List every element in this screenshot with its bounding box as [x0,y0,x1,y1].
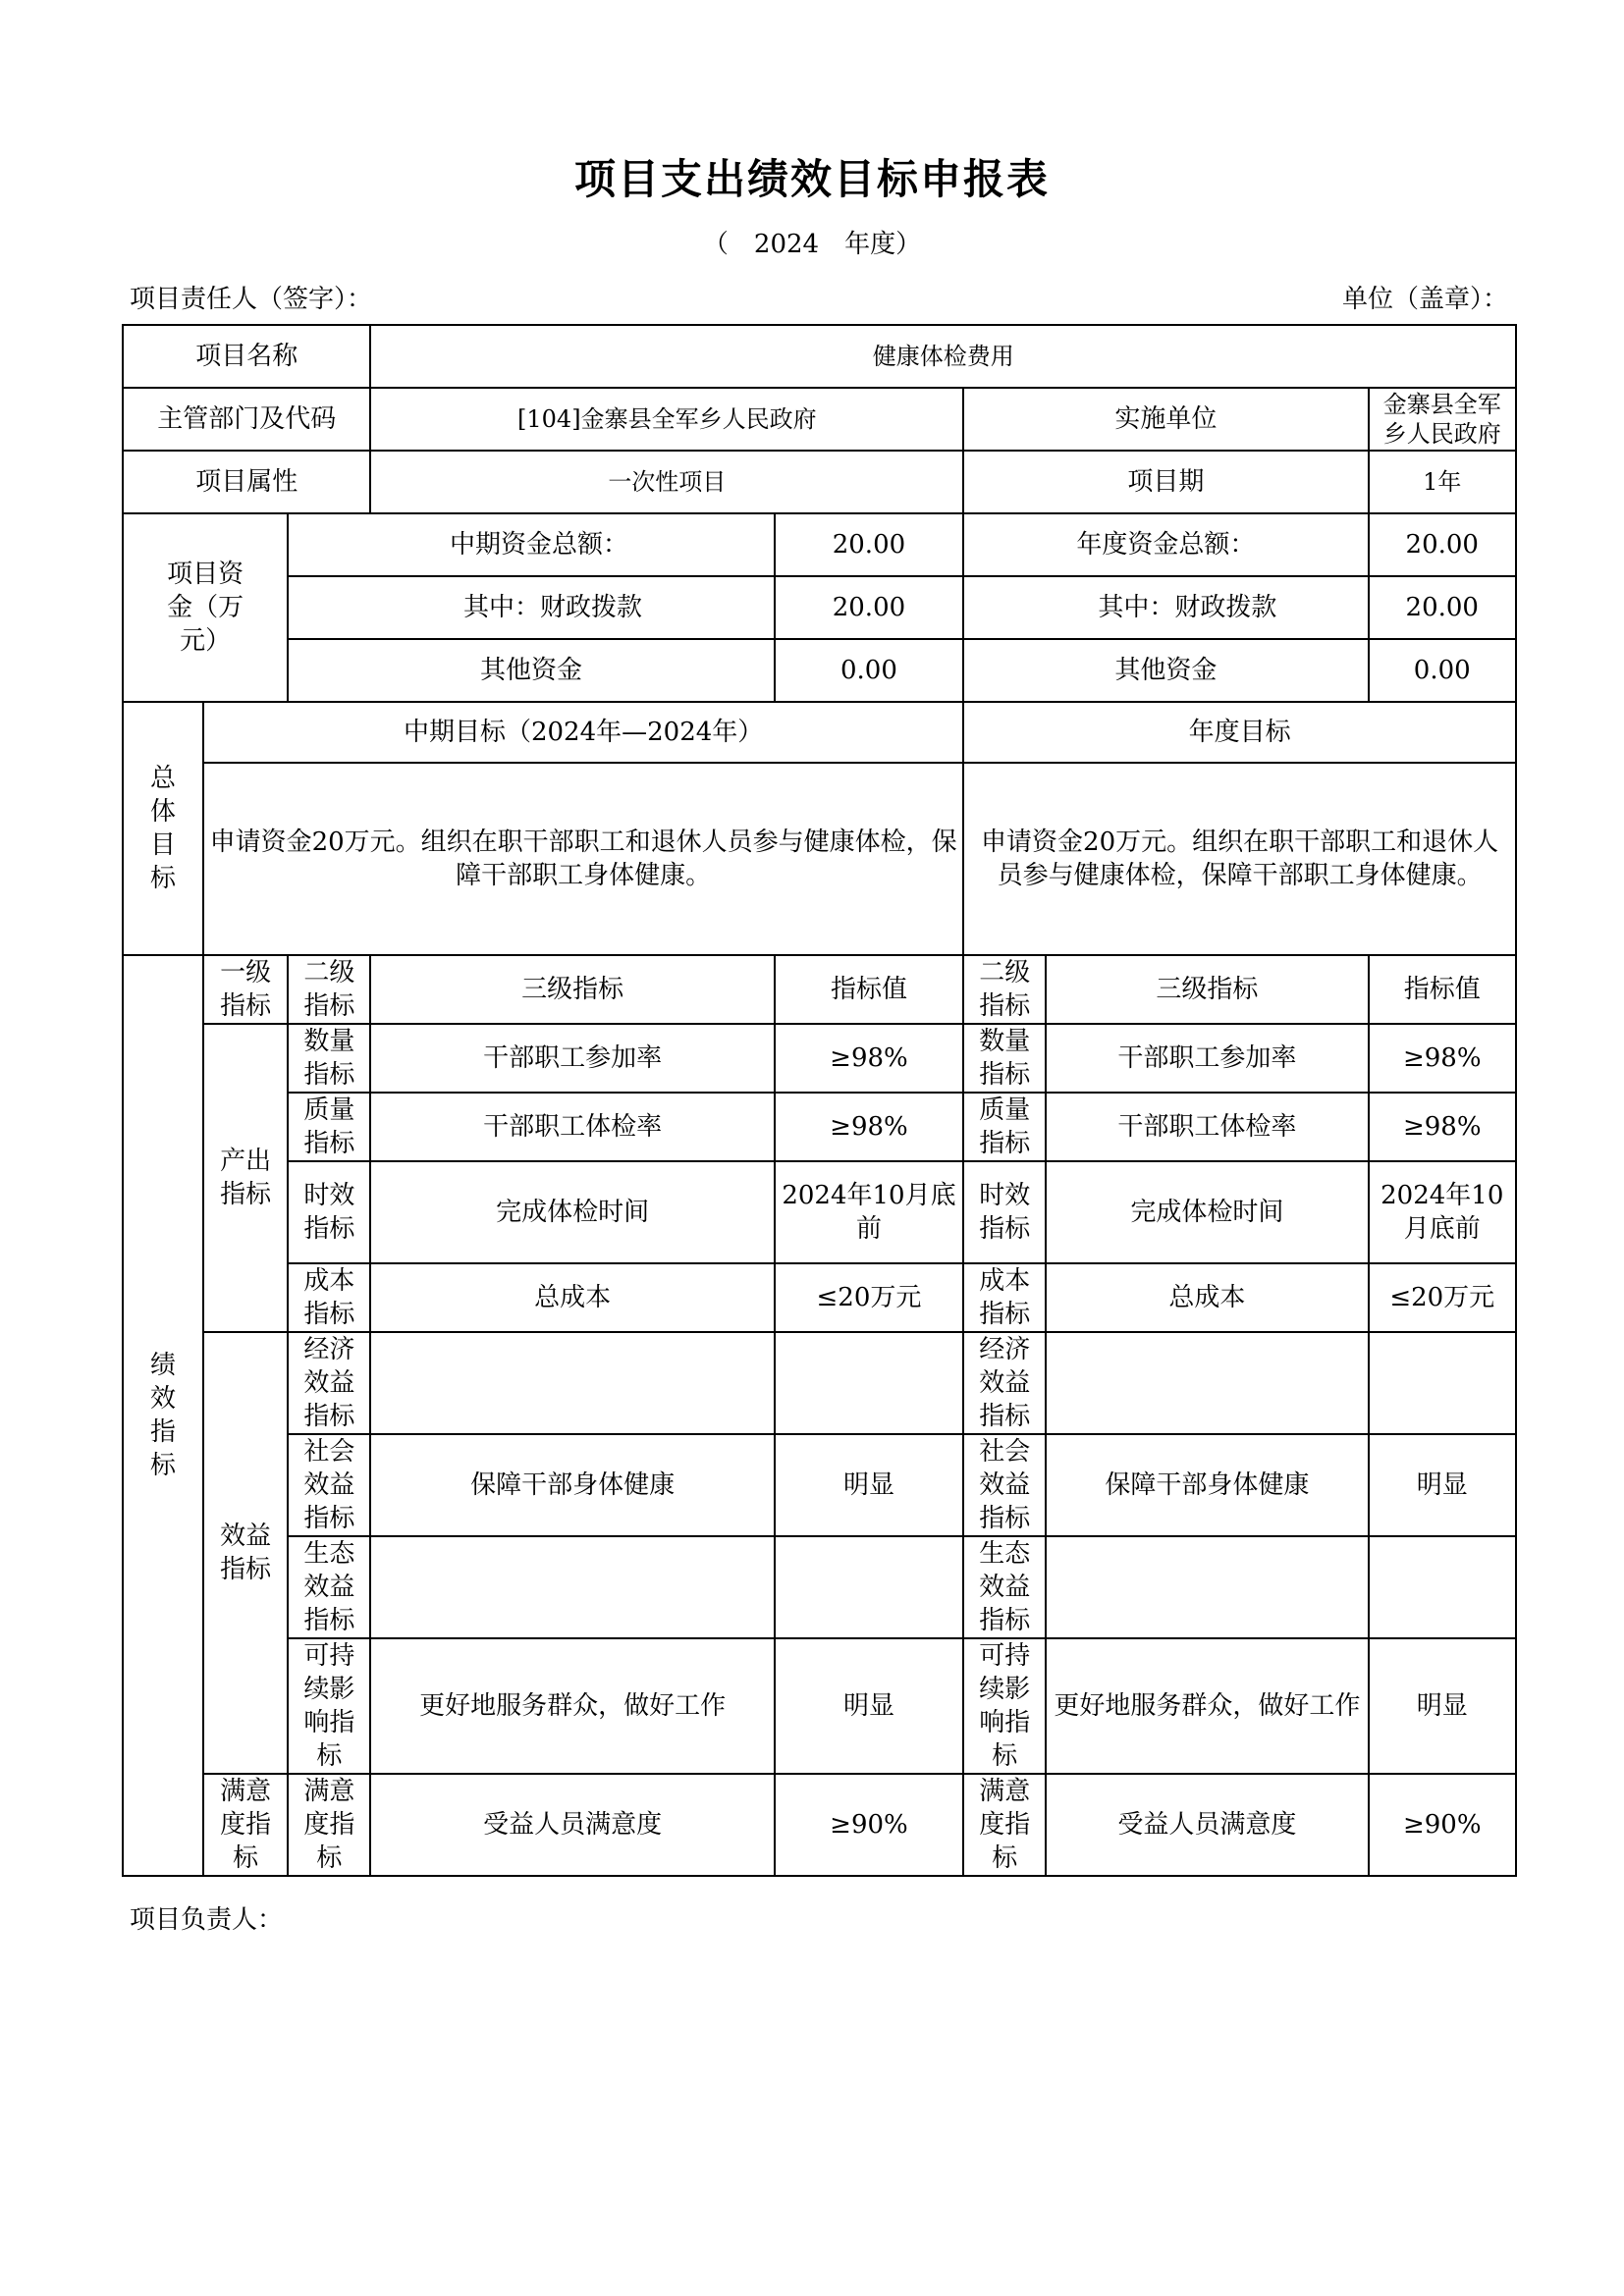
mid-other-label: 其他资金 [288,639,774,702]
page-title: 项目支出绩效目标申报表 [573,155,1050,203]
table-row [123,1263,1516,1332]
level3-cell: 干部职工参加率 [370,1024,774,1093]
project-leader-label: 项目负责人： [130,1905,284,1935]
annual-fiscal-label: 其中：财政拨款 [963,576,1368,639]
level2-cell: 社会效益指标 [288,1434,370,1536]
annual-goal-header: 年度目标 [963,702,1516,763]
level3-cell [370,1332,774,1434]
table-row [123,1774,1516,1876]
level2-cell-annual: 质量指标 [963,1093,1046,1161]
value-cell: 明显 [775,1434,963,1536]
level2-cell: 数量指标 [288,1024,370,1093]
value-cell-annual: ≥98% [1369,1093,1517,1161]
level3-cell-annual: 干部职工体检率 [1046,1093,1368,1161]
table-row [123,1536,1516,1638]
overall-goal-label: 总体目标 [123,702,203,955]
annual-total-value: 20.00 [1369,513,1517,576]
level3-cell-annual [1046,1332,1368,1434]
value-cell: ≤20万元 [775,1263,963,1332]
level2-cell-annual: 生态效益指标 [963,1536,1046,1638]
table-row [123,1024,1516,1093]
level2-cell: 可持续影响指标 [288,1638,370,1774]
value-cell [775,1332,963,1434]
perf-indicator-label: 绩效指标 [123,955,203,1876]
value-cell: 明显 [775,1638,963,1774]
value-cell: ≥98% [775,1093,963,1161]
annual-total-label: 年度资金总额： [963,513,1368,576]
header-level2: 二级指标 [288,955,370,1024]
annual-other-label: 其他资金 [963,639,1368,702]
level2-cell-annual: 可持续影响指标 [963,1638,1046,1774]
level2-cell: 质量指标 [288,1093,370,1161]
responsible-signature-label: 项目责任人（签字）： [130,285,373,314]
level3-cell-annual: 受益人员满意度 [1046,1774,1368,1876]
performance-table [122,324,1517,1877]
level2-cell: 时效指标 [288,1161,370,1263]
table-row [123,1434,1516,1536]
mid-total-label: 中期资金总额： [288,513,774,576]
impl-unit-label: 实施单位 [963,388,1368,451]
value-cell: 2024年10月底前 [775,1161,963,1263]
level3-cell: 干部职工体检率 [370,1093,774,1161]
level3-cell: 更好地服务群众，做好工作 [370,1638,774,1774]
mid-total-value: 20.00 [775,513,963,576]
attr-value: 一次性项目 [370,451,963,513]
level2-cell-annual: 数量指标 [963,1024,1046,1093]
level2-cell-annual: 时效指标 [963,1161,1046,1263]
dept-label: 主管部门及代码 [123,388,370,451]
level2-cell: 生态效益指标 [288,1536,370,1638]
mid-goal-header: 中期目标（2024年—2024年） [203,702,963,763]
level3-cell [370,1536,774,1638]
level3-cell-annual: 干部职工参加率 [1046,1024,1368,1093]
mid-other-value: 0.00 [775,639,963,702]
mid-fiscal-label: 其中：财政拨款 [288,576,774,639]
value-cell [775,1536,963,1638]
level2-cell: 满意度指标 [288,1774,370,1876]
header-level1: 一级指标 [203,955,288,1024]
level3-cell-annual [1046,1536,1368,1638]
table-row [123,1093,1516,1161]
level3-cell: 保障干部身体健康 [370,1434,774,1536]
value-cell-annual: 明显 [1369,1638,1517,1774]
level3-cell-annual: 完成体检时间 [1046,1161,1368,1263]
header-level3-annual: 三级指标 [1046,955,1368,1024]
mid-fiscal-value: 20.00 [775,576,963,639]
value-cell-annual [1369,1536,1517,1638]
level3-cell: 总成本 [370,1263,774,1332]
header-level2-annual: 二级指标 [963,955,1046,1024]
level2-cell-annual: 满意度指标 [963,1774,1046,1876]
value-cell-annual: ≥90% [1369,1774,1517,1876]
period-value: 1年 [1369,451,1517,513]
impl-unit-value: 金寨县全军乡人民政府 [1369,388,1517,451]
satisfaction-indicator-label: 满意度指标 [203,1774,288,1876]
level3-cell-annual: 保障干部身体健康 [1046,1434,1368,1536]
level3-cell: 完成体检时间 [370,1161,774,1263]
attr-label: 项目属性 [123,451,370,513]
funds-label: 项目资金（万元） [123,513,288,702]
header-level3: 三级指标 [370,955,774,1024]
value-cell-annual: ≥98% [1369,1024,1517,1093]
output-indicator-label: 产出指标 [203,1024,288,1332]
header-value: 指标值 [775,955,963,1024]
project-name-value: 健康体检费用 [370,325,1516,388]
value-cell-annual: 明显 [1369,1434,1517,1536]
value-cell-annual: ≤20万元 [1369,1263,1517,1332]
level2-cell-annual: 成本指标 [963,1263,1046,1332]
level2-cell: 成本指标 [288,1263,370,1332]
level3-cell-annual: 更好地服务群众，做好工作 [1046,1638,1368,1774]
value-cell-annual [1369,1332,1517,1434]
project-name-label: 项目名称 [123,325,370,388]
annual-other-value: 0.00 [1369,639,1517,702]
table-row [123,1332,1516,1434]
unit-stamp-label: 单位（盖章）： [1341,285,1508,314]
dept-value: [104]金寨县全军乡人民政府 [370,388,963,451]
annual-goal-text: 申请资金20万元。组织在职干部职工和退休人员参与健康体检，保障干部职工身体健康。 [963,763,1516,955]
annual-fiscal-value: 20.00 [1369,576,1517,639]
level3-cell-annual: 总成本 [1046,1263,1368,1332]
mid-goal-text: 申请资金20万元。组织在职干部职工和退休人员参与健康体检，保障干部职工身体健康。 [203,763,963,955]
value-cell: ≥98% [775,1024,963,1093]
table-row [123,1638,1516,1774]
header-value-annual: 指标值 [1369,955,1517,1024]
value-cell-annual: 2024年10月底前 [1369,1161,1517,1263]
level2-cell-annual: 经济效益指标 [963,1332,1046,1434]
level2-cell-annual: 社会效益指标 [963,1434,1046,1536]
table-row [123,1161,1516,1263]
value-cell: ≥90% [775,1774,963,1876]
benefit-indicator-label: 效益指标 [203,1332,288,1774]
year-line: （ 2024 年度） [702,230,922,259]
period-label: 项目期 [963,451,1368,513]
level2-cell: 经济效益指标 [288,1332,370,1434]
level3-cell: 受益人员满意度 [370,1774,774,1876]
